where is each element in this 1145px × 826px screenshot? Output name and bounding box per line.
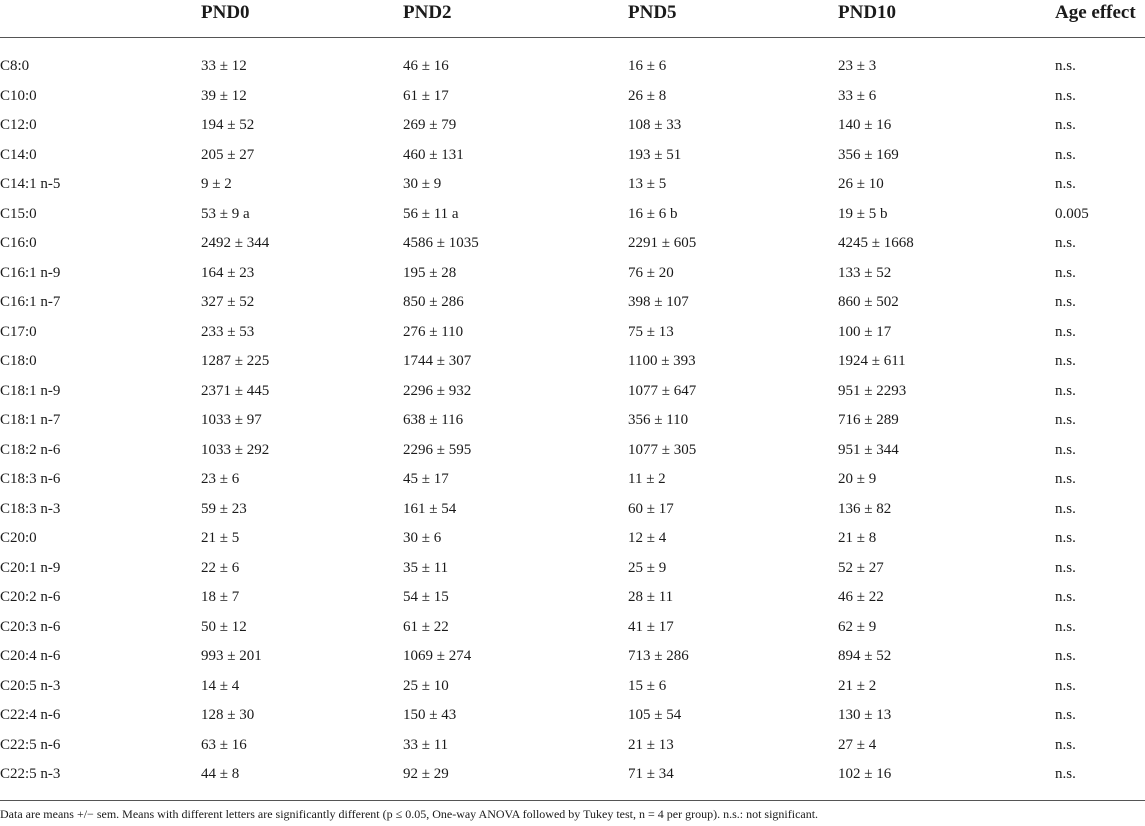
table-cell: 16 ± 6 xyxy=(628,58,667,74)
row-label-cell: C20:3 n-6 xyxy=(0,618,61,635)
table-cell: 951 ± 2293 xyxy=(838,382,907,399)
row-label-cell: C20:2 n-6 xyxy=(0,589,61,606)
table-cell: 75 ± 13 xyxy=(628,323,674,340)
table-row xyxy=(0,731,1145,761)
table-cell: 195 ± 28 xyxy=(403,264,457,281)
table-row xyxy=(0,111,1145,141)
row-label-cell: C18:0 xyxy=(0,353,37,370)
table-body xyxy=(0,38,1145,790)
table-cell: n.s. xyxy=(1055,87,1076,104)
row-label-cell: C20:5 n-3 xyxy=(0,677,61,694)
row-label-cell: C18:1 n-9 xyxy=(0,382,61,399)
row-label-cell: C16:1 n-7 xyxy=(0,294,61,311)
table-cell: 1069 ± 274 xyxy=(403,648,472,665)
table-cell: n.s. xyxy=(1055,530,1076,547)
table-cell: n.s. xyxy=(1055,471,1076,488)
table-row xyxy=(0,200,1145,230)
header-cell-pnd5: PND5 xyxy=(628,2,677,23)
table-bottom-rule xyxy=(0,800,1145,801)
table-cell: 860 ± 502 xyxy=(838,294,899,311)
table-cell: 45 ± 17 xyxy=(403,471,449,488)
row-label-cell: C18:2 n-6 xyxy=(0,441,61,458)
table-cell: 4245 ± 1668 xyxy=(838,235,914,252)
row-label-cell: C17:0 xyxy=(0,323,37,340)
row-label-cell: C22:5 n-3 xyxy=(0,766,61,783)
table-cell: 716 ± 289 xyxy=(838,412,899,429)
row-label-cell: C16:1 n-9 xyxy=(0,264,61,281)
table-cell: n.s. xyxy=(1055,176,1076,193)
table-row xyxy=(0,554,1145,584)
table-cell: 60 ± 17 xyxy=(628,500,674,517)
table-cell: n.s. xyxy=(1055,648,1076,665)
table-header-row xyxy=(0,0,1145,38)
table-row xyxy=(0,141,1145,171)
table-cell: n.s. xyxy=(1055,736,1076,753)
table-cell: 128 ± 30 xyxy=(201,707,255,724)
table-cell: 14 ± 4 xyxy=(201,677,240,694)
table-footnote: Data are means +/− sem. Means with different letters are significantly different (p ≤ 0.05, One-way ANOVA followed by Tukey test, n = 4 per group). n.s.: not significant. xyxy=(0,807,819,821)
table-cell: 33 ± 6 xyxy=(838,87,877,104)
table-cell: 16 ± 6 b xyxy=(628,205,678,222)
table-cell: 53 ± 9 a xyxy=(201,205,250,222)
table-cell: 25 ± 10 xyxy=(403,677,449,694)
table-cell: n.s. xyxy=(1055,146,1076,163)
table-row xyxy=(0,259,1145,289)
table-cell: 92 ± 29 xyxy=(403,766,449,783)
table-row xyxy=(0,642,1145,672)
table-cell: 28 ± 11 xyxy=(628,589,674,606)
table-cell: 150 ± 43 xyxy=(403,707,457,724)
table-cell: n.s. xyxy=(1055,589,1076,606)
table-cell: 0.005 xyxy=(1055,205,1089,222)
table-cell: 61 ± 17 xyxy=(403,87,449,104)
table-cell: 41 ± 17 xyxy=(628,618,674,635)
table-cell: 22 ± 6 xyxy=(201,559,240,576)
table-cell: 19 ± 5 b xyxy=(838,205,888,222)
table-cell: 54 ± 15 xyxy=(403,589,449,606)
row-label-cell: C12:0 xyxy=(0,117,37,134)
row-label-cell: C22:5 n-6 xyxy=(0,736,61,753)
row-label-cell: C20:0 xyxy=(0,530,37,547)
table-cell: 1077 ± 647 xyxy=(628,382,697,399)
table-row xyxy=(0,613,1145,643)
table-cell: 356 ± 110 xyxy=(628,412,689,429)
table-cell: n.s. xyxy=(1055,323,1076,340)
row-label-cell: C15:0 xyxy=(0,205,37,222)
table-cell: 356 ± 169 xyxy=(838,146,899,163)
table-row xyxy=(0,701,1145,731)
table-cell: 713 ± 286 xyxy=(628,648,689,665)
table-row xyxy=(0,288,1145,318)
table-cell: 21 ± 8 xyxy=(838,530,877,547)
table-cell: 52 ± 27 xyxy=(838,559,884,576)
table-row xyxy=(0,495,1145,525)
table-cell: n.s. xyxy=(1055,412,1076,429)
table-cell: 100 ± 17 xyxy=(838,323,892,340)
table-cell: 56 ± 11 a xyxy=(403,205,459,222)
table-cell: 9 ± 2 xyxy=(201,176,232,193)
row-label-cell: C20:4 n-6 xyxy=(0,648,61,665)
table-row xyxy=(0,406,1145,436)
table-cell: 39 ± 12 xyxy=(201,87,247,104)
table-cell: 194 ± 52 xyxy=(201,117,255,134)
table-cell: 102 ± 16 xyxy=(838,766,892,783)
table-cell: 11 ± 2 xyxy=(628,471,666,488)
table-cell: 61 ± 22 xyxy=(403,618,449,635)
row-label-cell: C8:0 xyxy=(0,58,30,74)
table-cell: 951 ± 344 xyxy=(838,441,899,458)
table-row xyxy=(0,52,1145,82)
table-cell: 233 ± 53 xyxy=(201,323,255,340)
row-label-cell: C10:0 xyxy=(0,87,37,104)
row-label-cell: C20:1 n-9 xyxy=(0,559,61,576)
table-cell: 30 ± 9 xyxy=(403,176,442,193)
table-cell: 12 ± 4 xyxy=(628,530,667,547)
table-cell: 35 ± 11 xyxy=(403,559,449,576)
table-cell: 1924 ± 611 xyxy=(838,353,906,370)
table-cell: 1033 ± 97 xyxy=(201,412,262,429)
table-cell: 23 ± 6 xyxy=(201,471,240,488)
table-cell: 25 ± 9 xyxy=(628,559,667,576)
row-label-cell: C16:0 xyxy=(0,235,37,252)
header-cell-age-effect: Age effect xyxy=(1055,2,1136,23)
table-cell: 21 ± 5 xyxy=(201,530,240,547)
table-cell: 46 ± 16 xyxy=(403,58,449,74)
table-cell: n.s. xyxy=(1055,618,1076,635)
table-row xyxy=(0,347,1145,377)
table-cell: 20 ± 9 xyxy=(838,471,877,488)
table-cell: 164 ± 23 xyxy=(201,264,255,281)
table-row xyxy=(0,672,1145,702)
table-cell: 33 ± 12 xyxy=(201,58,247,74)
table-cell: 44 ± 8 xyxy=(201,766,240,783)
table-cell: n.s. xyxy=(1055,559,1076,576)
table-cell: 2296 ± 932 xyxy=(403,382,472,399)
table-row xyxy=(0,583,1145,613)
header-cell-pnd0: PND0 xyxy=(201,2,250,23)
table-cell: n.s. xyxy=(1055,500,1076,517)
table-cell: 50 ± 12 xyxy=(201,618,247,635)
header-cell-pnd10: PND10 xyxy=(838,2,897,23)
table-row xyxy=(0,377,1145,407)
table-cell: 136 ± 82 xyxy=(838,500,892,517)
table-cell: 62 ± 9 xyxy=(838,618,877,635)
table-row xyxy=(0,436,1145,466)
table-cell: 1033 ± 292 xyxy=(201,441,270,458)
table-cell: 71 ± 34 xyxy=(628,766,674,783)
table-cell: n.s. xyxy=(1055,677,1076,694)
table-cell: 993 ± 201 xyxy=(201,648,262,665)
table-cell: 327 ± 52 xyxy=(201,294,255,311)
table-cell: n.s. xyxy=(1055,707,1076,724)
table-cell: 205 ± 27 xyxy=(201,146,255,163)
table-cell: 105 ± 54 xyxy=(628,707,682,724)
row-label-cell: C18:3 n-6 xyxy=(0,471,61,488)
row-label-cell: C22:4 n-6 xyxy=(0,707,61,724)
table-cell: 2291 ± 605 xyxy=(628,235,697,252)
table-cell: n.s. xyxy=(1055,117,1076,134)
table-cell: 13 ± 5 xyxy=(628,176,667,193)
header-cell-pnd2: PND2 xyxy=(403,2,452,23)
table-cell: n.s. xyxy=(1055,58,1076,74)
table-cell: n.s. xyxy=(1055,235,1076,252)
table-cell: 108 ± 33 xyxy=(628,117,682,134)
table-cell: 398 ± 107 xyxy=(628,294,689,311)
table-cell: 460 ± 131 xyxy=(403,146,464,163)
table-row xyxy=(0,318,1145,348)
table-cell: 26 ± 8 xyxy=(628,87,667,104)
table-cell: 133 ± 52 xyxy=(838,264,892,281)
table-cell: 4586 ± 1035 xyxy=(403,235,479,252)
table-cell: n.s. xyxy=(1055,353,1076,370)
table-cell: 161 ± 54 xyxy=(403,500,457,517)
table-row xyxy=(0,465,1145,495)
table-cell: 2296 ± 595 xyxy=(403,441,472,458)
table-cell: 18 ± 7 xyxy=(201,589,240,606)
table-cell: 1077 ± 305 xyxy=(628,441,697,458)
table-cell: 21 ± 13 xyxy=(628,736,674,753)
table-cell: 26 ± 10 xyxy=(838,176,884,193)
table-cell: n.s. xyxy=(1055,294,1076,311)
table-cell: n.s. xyxy=(1055,441,1076,458)
table-row xyxy=(0,82,1145,112)
row-label-cell: C18:1 n-7 xyxy=(0,412,61,429)
table-cell: 2492 ± 344 xyxy=(201,235,270,252)
table-cell: 1744 ± 307 xyxy=(403,353,472,370)
table-cell: 2371 ± 445 xyxy=(201,382,270,399)
table-cell: 638 ± 116 xyxy=(403,412,464,429)
table-cell: 193 ± 51 xyxy=(628,146,682,163)
table-row xyxy=(0,229,1145,259)
table-row xyxy=(0,170,1145,200)
table-cell: 15 ± 6 xyxy=(628,677,667,694)
table-cell: 269 ± 79 xyxy=(403,117,457,134)
table-cell: 63 ± 16 xyxy=(201,736,247,753)
table-cell: 30 ± 6 xyxy=(403,530,442,547)
table-cell: n.s. xyxy=(1055,264,1076,281)
table-cell: 27 ± 4 xyxy=(838,736,877,753)
row-label-cell: C14:0 xyxy=(0,146,37,163)
table-row xyxy=(0,760,1145,790)
table-cell: 1100 ± 393 xyxy=(628,353,696,370)
table-cell: n.s. xyxy=(1055,766,1076,783)
table-row xyxy=(0,524,1145,554)
table-cell: 1287 ± 225 xyxy=(201,353,270,370)
table-cell: 894 ± 52 xyxy=(838,648,892,665)
table-cell: 850 ± 286 xyxy=(403,294,464,311)
table-cell: 21 ± 2 xyxy=(838,677,877,694)
table-cell: 276 ± 110 xyxy=(403,323,464,340)
table-cell: n.s. xyxy=(1055,382,1076,399)
row-label-cell: C18:3 n-3 xyxy=(0,500,61,517)
table-cell: 59 ± 23 xyxy=(201,500,247,517)
table-cell: 33 ± 11 xyxy=(403,736,449,753)
row-label-cell: C14:1 n-5 xyxy=(0,176,61,193)
table-cell: 76 ± 20 xyxy=(628,264,674,281)
table-cell: 130 ± 13 xyxy=(838,707,892,724)
table-cell: 23 ± 3 xyxy=(838,58,877,74)
table-cell: 140 ± 16 xyxy=(838,117,892,134)
table-cell: 46 ± 22 xyxy=(838,589,884,606)
